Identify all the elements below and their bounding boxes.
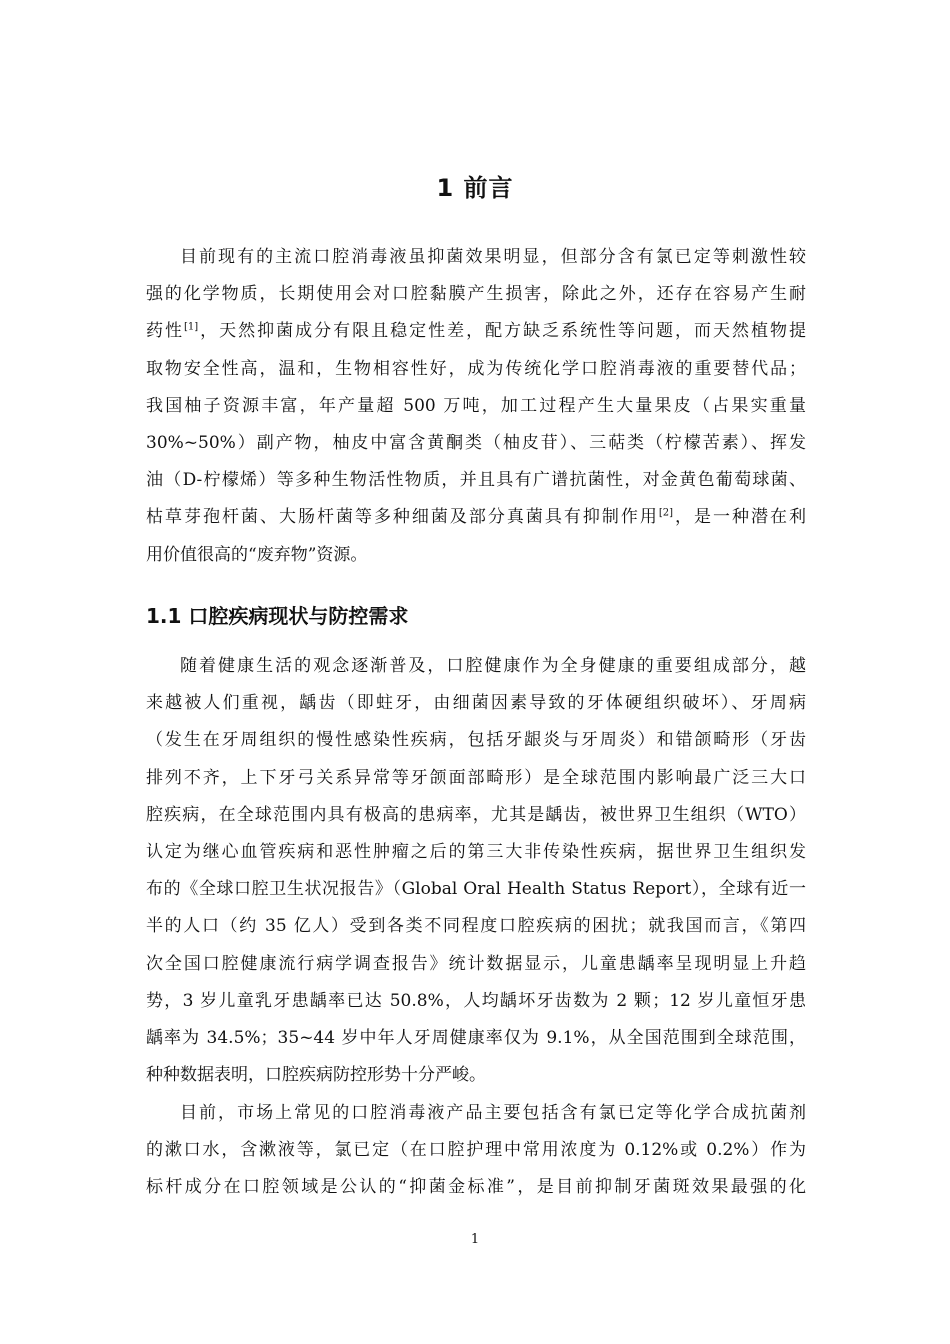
intro-paragraph <box>146 239 806 574</box>
text-line <box>146 313 806 350</box>
text-fragment: 药性 <box>146 321 184 342</box>
text-line: 的漱口水，含漱液等，氯已定（在口腔护理中常用浓度为 0.12%或 0.2%）作为 <box>146 1140 806 1161</box>
text-fragment: ，天然抑菌成分有限且稳定性差，配方缺乏系统性等问题，而天然植物提 <box>198 321 807 342</box>
citation-ref-1: [1] <box>184 321 199 333</box>
citation-ref-2: [2] <box>658 507 674 519</box>
text-line: （发生在牙周组织的慢性感染性疾病，包括牙龈炎与牙周炎）和错颌畸形（牙齿 <box>146 730 806 751</box>
section-title: 1.1 口腔疾病现状与防控需求 <box>146 604 409 628</box>
text-line: 目前，市场上常见的口腔消毒液产品主要包括含有氯已定等化学合成抗菌剂 <box>180 1103 806 1123</box>
text-line: 随着健康生活的观念逐渐普及，口腔健康作为全身健康的重要组成部分，越 <box>180 656 806 676</box>
text-line: 30%~50%）副产物，柚皮中富含黄酮类（柚皮苷）、三萜类（柠檬苦素）、挥发 <box>146 433 806 454</box>
text-line: 腔疾病，在全球范围内具有极高的患病率，尤其是龋齿，被世界卫生组织（WTO） <box>146 804 806 825</box>
chapter-title: 1 前言 <box>436 174 514 202</box>
text-line <box>146 499 806 536</box>
text-line: 来越被人们重视，龋齿（即蛀牙，由细菌因素导致的牙体硬组织破坏）、牙周病 <box>146 693 806 714</box>
text-line: 用价值很高的“废弃物”资源。 <box>146 544 368 565</box>
text-line: 排列不齐，上下牙弓关系异常等牙颌面部畸形）是全球范围内影响最广泛三大口 <box>146 767 806 788</box>
text-line: 布的《全球口腔卫生状况报告》（Global Oral Health Status Report），全球有近一 <box>146 879 806 900</box>
text-fragment: ，是一种潜在利 <box>673 507 807 528</box>
body-paragraph-3 <box>146 1095 806 1207</box>
text-line: 龋率为 34.5%；35~44 岁中年人牙周健康率仅为 9.1%，从全国范围到全球范围， <box>146 1028 806 1049</box>
text-line: 我国柚子资源丰富，年产量超 500 万吨，加工过程产生大量果皮（占果实重量 <box>146 395 806 416</box>
text-line: 认定为继心血管疾病和恶性肿瘤之后的第三大非传染性疾病，据世界卫生组织发 <box>146 842 806 863</box>
text-line: 强的化学物质，长期使用会对口腔黏膜产生损害，除此之外，还存在容易产生耐 <box>146 284 806 305</box>
text-line: 次全国口腔健康流行病学调查报告》统计数据显示，儿童患龋率呈现明显上升趋 <box>146 953 806 974</box>
text-line: 标杆成分在口腔领域是公认的“抑菌金标准”，是目前抑制牙菌斑效果最强的化 <box>146 1177 806 1198</box>
text-fragment: 枯草芽孢杆菌、大肠杆菌等多种细菌及部分真菌具有抑制作用 <box>146 507 659 528</box>
text-line: 势，3 岁儿童乳牙患龋率已达 50.8%，人均龋坏牙齿数为 2 颗；12 岁儿童恒牙患 <box>146 990 806 1011</box>
text-line: 目前现有的主流口腔消毒液虽抑菌效果明显，但部分含有氯已定等刺激性较 <box>180 247 806 267</box>
text-line: 种种数据表明，口腔疾病防控形势十分严峻。 <box>146 1065 486 1086</box>
text-line: 取物安全性高，温和，生物相容性好，成为传统化学口腔消毒液的重要替代品； <box>146 358 806 379</box>
body-paragraph-2 <box>146 648 806 1094</box>
page-number: 1 <box>470 1232 480 1247</box>
text-line: 半的人口（约 35 亿人）受到各类不同程度口腔疾病的困扰；就我国而言，《第四 <box>146 916 806 937</box>
text-line: 油（D-柠檬烯）等多种生物活性物质，并且具有广谱抗菌性，对金黄色葡萄球菌、 <box>146 470 806 491</box>
